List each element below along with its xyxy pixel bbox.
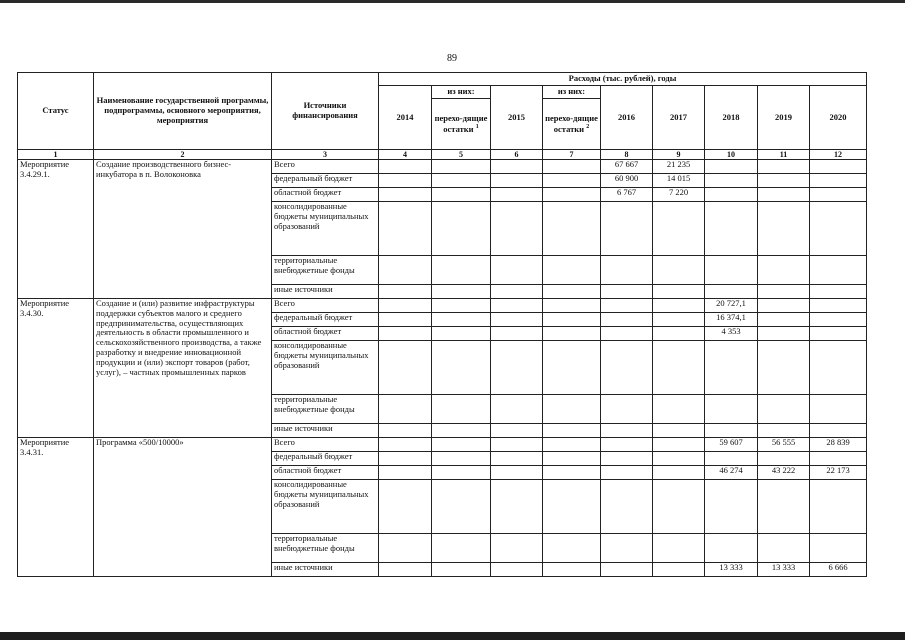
funding-source: консолидированные бюджеты муниципальных образований bbox=[272, 202, 379, 256]
column-number: 6 bbox=[491, 150, 543, 160]
header-of-them-2: из них: bbox=[543, 86, 601, 99]
amount-cell bbox=[543, 424, 601, 438]
funding-source: территориальные внебюджетные фонды bbox=[272, 395, 379, 424]
column-number: 11 bbox=[758, 150, 810, 160]
column-number: 4 bbox=[379, 150, 432, 160]
amount-cell bbox=[543, 256, 601, 285]
amount-cell bbox=[543, 188, 601, 202]
amount-cell bbox=[491, 160, 543, 174]
amount-cell bbox=[601, 452, 653, 466]
expenses-table bbox=[17, 72, 867, 577]
amount-cell bbox=[653, 313, 705, 327]
amount-cell bbox=[653, 395, 705, 424]
funding-source: Всего bbox=[272, 160, 379, 174]
funding-source: консолидированные бюджеты муниципальных образований bbox=[272, 480, 379, 534]
amount-cell bbox=[543, 174, 601, 188]
funding-source: федеральный бюджет bbox=[272, 313, 379, 327]
measure-status: Мероприятие 3.4.31. bbox=[18, 438, 94, 577]
amount-cell bbox=[379, 466, 432, 480]
amount-cell bbox=[758, 174, 810, 188]
amount-cell bbox=[601, 313, 653, 327]
amount-cell bbox=[810, 424, 867, 438]
amount-cell bbox=[810, 285, 867, 299]
amount-cell bbox=[432, 327, 491, 341]
amount-cell bbox=[601, 424, 653, 438]
amount-cell bbox=[810, 327, 867, 341]
amount-cell bbox=[432, 202, 491, 256]
amount-cell bbox=[705, 256, 758, 285]
amount-cell bbox=[432, 341, 491, 395]
amount-cell bbox=[379, 424, 432, 438]
measure-status: Мероприятие 3.4.29.1. bbox=[18, 160, 94, 299]
amount-cell bbox=[379, 188, 432, 202]
amount-cell: 4 353 bbox=[705, 327, 758, 341]
amount-cell bbox=[432, 534, 491, 563]
header-carryover-2: перехо-дящие остатки $^2$ bbox=[543, 99, 601, 150]
amount-cell bbox=[601, 299, 653, 313]
amount-cell bbox=[379, 327, 432, 341]
amount-cell bbox=[810, 202, 867, 256]
amount-cell bbox=[432, 563, 491, 577]
amount-cell bbox=[810, 395, 867, 424]
amount-cell bbox=[543, 313, 601, 327]
amount-cell bbox=[653, 480, 705, 534]
amount-cell bbox=[491, 424, 543, 438]
funding-source: федеральный бюджет bbox=[272, 174, 379, 188]
amount-cell bbox=[601, 534, 653, 563]
amount-cell bbox=[491, 256, 543, 285]
column-number: 10 bbox=[705, 150, 758, 160]
column-number: 1 bbox=[18, 150, 94, 160]
amount-cell bbox=[543, 160, 601, 174]
amount-cell bbox=[491, 534, 543, 563]
amount-cell bbox=[758, 480, 810, 534]
amount-cell bbox=[379, 534, 432, 563]
amount-cell bbox=[491, 188, 543, 202]
amount-cell bbox=[379, 174, 432, 188]
amount-cell bbox=[601, 466, 653, 480]
measure-status: Мероприятие 3.4.30. bbox=[18, 299, 94, 438]
column-number: 5 bbox=[432, 150, 491, 160]
header-source: Источники финансирования bbox=[272, 73, 379, 150]
amount-cell bbox=[543, 327, 601, 341]
amount-cell bbox=[543, 534, 601, 563]
amount-cell bbox=[601, 438, 653, 452]
amount-cell bbox=[543, 480, 601, 534]
amount-cell bbox=[379, 299, 432, 313]
amount-cell bbox=[379, 563, 432, 577]
amount-cell bbox=[653, 341, 705, 395]
amount-cell: 6 666 bbox=[810, 563, 867, 577]
amount-cell bbox=[653, 563, 705, 577]
measure-name: Создание и (или) развитие инфраструктуры поддержки субъектов малого и среднего предпринимательства, осуществляющих деятельность в области промышленного и сельскохозяйственного производства, а также разработку и внедрение инновационной продукции и (или) экспорт товаров (работ, услуг), – частных промышленных парков bbox=[94, 299, 272, 438]
amount-cell bbox=[758, 285, 810, 299]
header-year-2017: 2017 bbox=[653, 86, 705, 150]
amount-cell bbox=[653, 285, 705, 299]
amount-cell bbox=[758, 160, 810, 174]
amount-cell bbox=[758, 256, 810, 285]
amount-cell bbox=[705, 424, 758, 438]
amount-cell bbox=[653, 299, 705, 313]
amount-cell: 13 333 bbox=[758, 563, 810, 577]
funding-source: территориальные внебюджетные фонды bbox=[272, 534, 379, 563]
amount-cell bbox=[543, 285, 601, 299]
amount-cell bbox=[705, 480, 758, 534]
header-of-them-1: из них: bbox=[432, 86, 491, 99]
funding-source: иные источники bbox=[272, 285, 379, 299]
column-number: 2 bbox=[94, 150, 272, 160]
amount-cell bbox=[653, 327, 705, 341]
header-year-2014: 2014 bbox=[379, 86, 432, 150]
amount-cell bbox=[705, 395, 758, 424]
amount-cell bbox=[491, 299, 543, 313]
amount-cell bbox=[379, 341, 432, 395]
column-number: 7 bbox=[543, 150, 601, 160]
amount-cell bbox=[653, 438, 705, 452]
funding-source: консолидированные бюджеты муниципальных образований bbox=[272, 341, 379, 395]
column-number: 8 bbox=[601, 150, 653, 160]
amount-cell bbox=[810, 452, 867, 466]
amount-cell bbox=[758, 188, 810, 202]
amount-cell bbox=[705, 188, 758, 202]
amount-cell bbox=[379, 452, 432, 466]
amount-cell: 59 607 bbox=[705, 438, 758, 452]
amount-cell bbox=[810, 313, 867, 327]
amount-cell bbox=[810, 160, 867, 174]
table-row bbox=[18, 438, 867, 452]
amount-cell: 7 220 bbox=[653, 188, 705, 202]
amount-cell: 28 839 bbox=[810, 438, 867, 452]
amount-cell bbox=[758, 202, 810, 256]
amount-cell bbox=[543, 452, 601, 466]
header-year-2016: 2016 bbox=[601, 86, 653, 150]
amount-cell bbox=[491, 313, 543, 327]
amount-cell bbox=[432, 160, 491, 174]
amount-cell bbox=[601, 395, 653, 424]
amount-cell: 67 667 bbox=[601, 160, 653, 174]
amount-cell bbox=[705, 174, 758, 188]
amount-cell bbox=[653, 424, 705, 438]
amount-cell bbox=[379, 438, 432, 452]
amount-cell bbox=[432, 438, 491, 452]
amount-cell bbox=[758, 424, 810, 438]
amount-cell bbox=[758, 299, 810, 313]
amount-cell bbox=[543, 466, 601, 480]
amount-cell bbox=[432, 466, 491, 480]
amount-cell bbox=[601, 563, 653, 577]
amount-cell bbox=[379, 480, 432, 534]
amount-cell bbox=[543, 438, 601, 452]
amount-cell bbox=[705, 534, 758, 563]
amount-cell bbox=[491, 452, 543, 466]
amount-cell bbox=[491, 341, 543, 395]
header-year-2019: 2019 bbox=[758, 86, 810, 150]
amount-cell bbox=[758, 313, 810, 327]
amount-cell bbox=[491, 438, 543, 452]
amount-cell bbox=[379, 313, 432, 327]
amount-cell: 13 333 bbox=[705, 563, 758, 577]
amount-cell bbox=[601, 202, 653, 256]
amount-cell bbox=[705, 202, 758, 256]
amount-cell bbox=[432, 313, 491, 327]
amount-cell bbox=[653, 466, 705, 480]
amount-cell bbox=[705, 341, 758, 395]
amount-cell bbox=[758, 534, 810, 563]
funding-source: областной бюджет bbox=[272, 188, 379, 202]
table-body bbox=[18, 160, 867, 577]
column-number: 9 bbox=[653, 150, 705, 160]
amount-cell bbox=[810, 534, 867, 563]
column-number: 3 bbox=[272, 150, 379, 160]
amount-cell bbox=[543, 202, 601, 256]
amount-cell: 43 222 bbox=[758, 466, 810, 480]
header-year-2020: 2020 bbox=[810, 86, 867, 150]
funding-source: областной бюджет bbox=[272, 327, 379, 341]
amount-cell bbox=[379, 202, 432, 256]
funding-source: Всего bbox=[272, 438, 379, 452]
amount-cell bbox=[379, 256, 432, 285]
table-row bbox=[18, 160, 867, 174]
amount-cell: 6 767 bbox=[601, 188, 653, 202]
amount-cell bbox=[491, 563, 543, 577]
funding-source: областной бюджет bbox=[272, 466, 379, 480]
amount-cell bbox=[432, 188, 491, 202]
column-number: 12 bbox=[810, 150, 867, 160]
amount-cell: 56 555 bbox=[758, 438, 810, 452]
table-row bbox=[18, 299, 867, 313]
amount-cell: 21 235 bbox=[653, 160, 705, 174]
amount-cell bbox=[379, 395, 432, 424]
amount-cell: 20 727,1 bbox=[705, 299, 758, 313]
amount-cell bbox=[379, 285, 432, 299]
amount-cell bbox=[432, 256, 491, 285]
amount-cell bbox=[491, 327, 543, 341]
page-number: 89 bbox=[447, 53, 457, 64]
amount-cell bbox=[758, 452, 810, 466]
amount-cell bbox=[432, 452, 491, 466]
amount-cell bbox=[653, 534, 705, 563]
amount-cell bbox=[653, 256, 705, 285]
amount-cell bbox=[432, 174, 491, 188]
amount-cell bbox=[810, 299, 867, 313]
amount-cell bbox=[543, 341, 601, 395]
amount-cell bbox=[810, 341, 867, 395]
amount-cell bbox=[543, 299, 601, 313]
amount-cell bbox=[601, 341, 653, 395]
amount-cell: 60 900 bbox=[601, 174, 653, 188]
amount-cell: 16 374,1 bbox=[705, 313, 758, 327]
amount-cell bbox=[601, 327, 653, 341]
scan-bottom-edge bbox=[0, 632, 905, 640]
amount-cell bbox=[810, 188, 867, 202]
header-year-2015: 2015 bbox=[491, 86, 543, 150]
funding-source: территориальные внебюджетные фонды bbox=[272, 256, 379, 285]
amount-cell bbox=[705, 285, 758, 299]
amount-cell bbox=[432, 285, 491, 299]
amount-cell bbox=[758, 341, 810, 395]
amount-cell: 46 274 bbox=[705, 466, 758, 480]
header-expenses-title: Расходы (тыс. рублей), годы bbox=[379, 73, 867, 86]
header-carryover-1: перехо-дящие остатки $^1$ bbox=[432, 99, 491, 150]
amount-cell bbox=[758, 395, 810, 424]
amount-cell bbox=[432, 395, 491, 424]
amount-cell bbox=[491, 285, 543, 299]
amount-cell bbox=[543, 563, 601, 577]
amount-cell bbox=[379, 160, 432, 174]
amount-cell bbox=[653, 202, 705, 256]
funding-source: федеральный бюджет bbox=[272, 452, 379, 466]
amount-cell bbox=[705, 160, 758, 174]
measure-name: Создание производственного бизнес-инкубатора в п. Волоконовка bbox=[94, 160, 272, 299]
amount-cell: 22 173 bbox=[810, 466, 867, 480]
amount-cell bbox=[432, 424, 491, 438]
amount-cell bbox=[601, 256, 653, 285]
amount-cell bbox=[491, 466, 543, 480]
measure-name: Программа «500/10000» bbox=[94, 438, 272, 577]
amount-cell bbox=[432, 299, 491, 313]
funding-source: иные источники bbox=[272, 424, 379, 438]
column-number-row bbox=[18, 150, 867, 160]
amount-cell bbox=[491, 174, 543, 188]
amount-cell bbox=[601, 480, 653, 534]
amount-cell bbox=[601, 285, 653, 299]
amount-cell bbox=[810, 256, 867, 285]
header-status: Статус bbox=[18, 73, 94, 150]
amount-cell bbox=[758, 327, 810, 341]
amount-cell: 14 015 bbox=[653, 174, 705, 188]
funding-source: Всего bbox=[272, 299, 379, 313]
header-year-2018: 2018 bbox=[705, 86, 758, 150]
amount-cell bbox=[432, 480, 491, 534]
amount-cell bbox=[653, 452, 705, 466]
amount-cell bbox=[810, 174, 867, 188]
header-name: Наименование государственной программы, подпрограммы, основного мероприятия, мероприятия bbox=[94, 73, 272, 150]
amount-cell bbox=[491, 395, 543, 424]
amount-cell bbox=[491, 202, 543, 256]
amount-cell bbox=[810, 480, 867, 534]
amount-cell bbox=[491, 480, 543, 534]
funding-source: иные источники bbox=[272, 563, 379, 577]
amount-cell bbox=[543, 395, 601, 424]
amount-cell bbox=[705, 452, 758, 466]
scan-top-edge bbox=[0, 0, 905, 3]
